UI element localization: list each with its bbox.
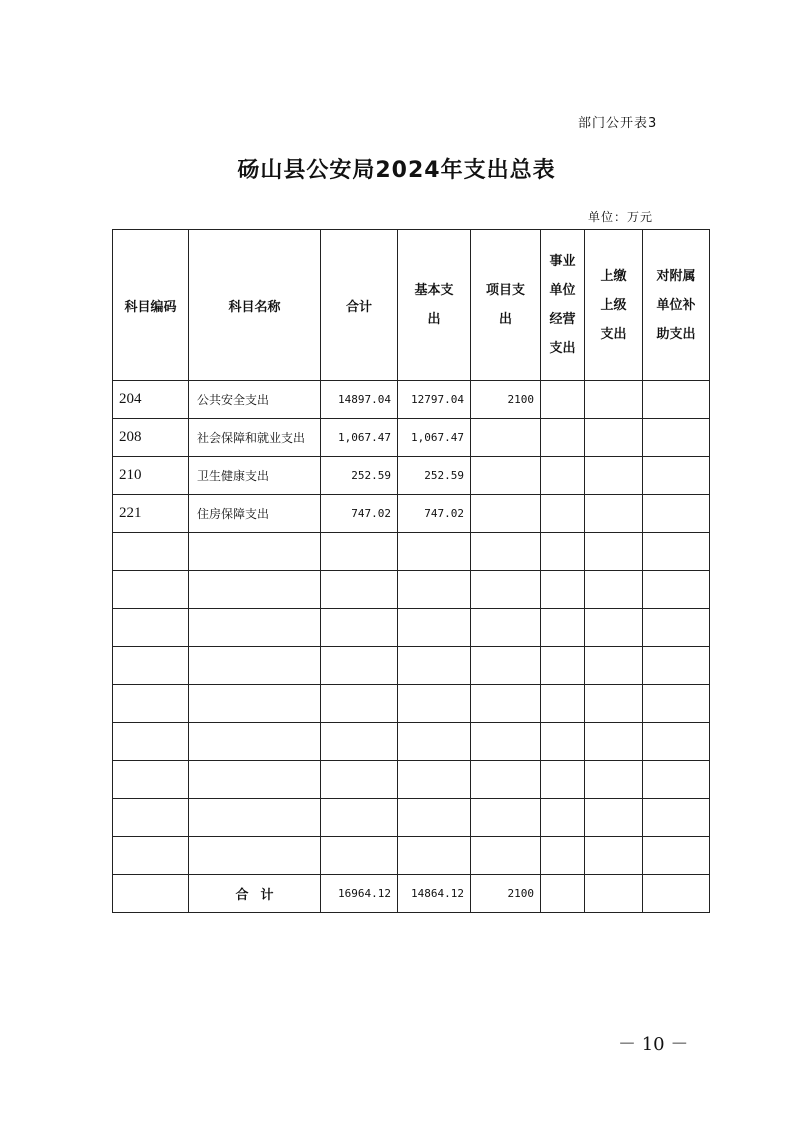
- total-row: [113, 875, 710, 913]
- table-row: [113, 381, 710, 419]
- cell-empty: [541, 875, 585, 913]
- page-number: － 10 －: [618, 1034, 689, 1055]
- cell-code: 221: [113, 495, 189, 533]
- cell-basic: 12797.04: [398, 381, 471, 419]
- cell-empty: [643, 457, 710, 495]
- header-business: 事业 单位 经营 支出: [541, 230, 585, 381]
- cell-basic: 1,067.47: [398, 419, 471, 457]
- cell-empty: [541, 419, 585, 457]
- empty-row: [113, 723, 710, 761]
- header-total: 合计: [321, 230, 398, 381]
- cell-basic: 747.02: [398, 495, 471, 533]
- header-upper: 上缴 上级 支出: [585, 230, 643, 381]
- empty-row: [113, 799, 710, 837]
- cell-total: 747.02: [321, 495, 398, 533]
- cell-project: [471, 419, 541, 457]
- cell-empty: [585, 457, 643, 495]
- cell-empty: [585, 419, 643, 457]
- cell-code: 204: [113, 381, 189, 419]
- empty-row: [113, 647, 710, 685]
- cell-name: 住房保障支出: [189, 495, 321, 533]
- cell-project: [471, 457, 541, 495]
- header-row: [113, 230, 710, 381]
- cell-project: [471, 495, 541, 533]
- cell-code: 210: [113, 457, 189, 495]
- empty-row: [113, 571, 710, 609]
- cell-name: 公共安全支出: [189, 381, 321, 419]
- empty-row: [113, 685, 710, 723]
- table-row: [113, 419, 710, 457]
- cell-empty: [643, 381, 710, 419]
- cell-total: 1,067.47: [321, 419, 398, 457]
- total-basic: 14864.12: [398, 875, 471, 913]
- cell-total: 14897.04: [321, 381, 398, 419]
- empty-row: [113, 533, 710, 571]
- cell-empty: [585, 875, 643, 913]
- page-title: 砀山县公安局2024年支出总表: [237, 158, 556, 183]
- cell-project: 2100: [471, 381, 541, 419]
- expenditure-table: [112, 229, 710, 913]
- cell-total: 252.59: [321, 457, 398, 495]
- cell-empty: [541, 381, 585, 419]
- header-code: 科目编码: [113, 230, 189, 381]
- cell-empty: [541, 457, 585, 495]
- header-name: 科目名称: [189, 230, 321, 381]
- header-subsidy: 对附属 单位补 助支出: [643, 230, 710, 381]
- header-basic: 基本支 出: [398, 230, 471, 381]
- cell-empty: [643, 419, 710, 457]
- unit-label: 单位：万元: [588, 210, 654, 224]
- empty-row: [113, 609, 710, 647]
- total-project: 2100: [471, 875, 541, 913]
- cell-empty: [541, 495, 585, 533]
- empty-row: [113, 761, 710, 799]
- cell-empty: [643, 875, 710, 913]
- cell-name: 社会保障和就业支出: [189, 419, 321, 457]
- table-row: [113, 457, 710, 495]
- cell-empty: [113, 875, 189, 913]
- document-label: 部门公开表3: [578, 116, 658, 131]
- cell-basic: 252.59: [398, 457, 471, 495]
- total-sum: 16964.12: [321, 875, 398, 913]
- cell-empty: [585, 381, 643, 419]
- cell-name: 卫生健康支出: [189, 457, 321, 495]
- header-project: 项目支 出: [471, 230, 541, 381]
- empty-row: [113, 837, 710, 875]
- table-row: [113, 495, 710, 533]
- total-label: 合计: [189, 875, 321, 913]
- cell-code: 208: [113, 419, 189, 457]
- cell-empty: [643, 495, 710, 533]
- cell-empty: [585, 495, 643, 533]
